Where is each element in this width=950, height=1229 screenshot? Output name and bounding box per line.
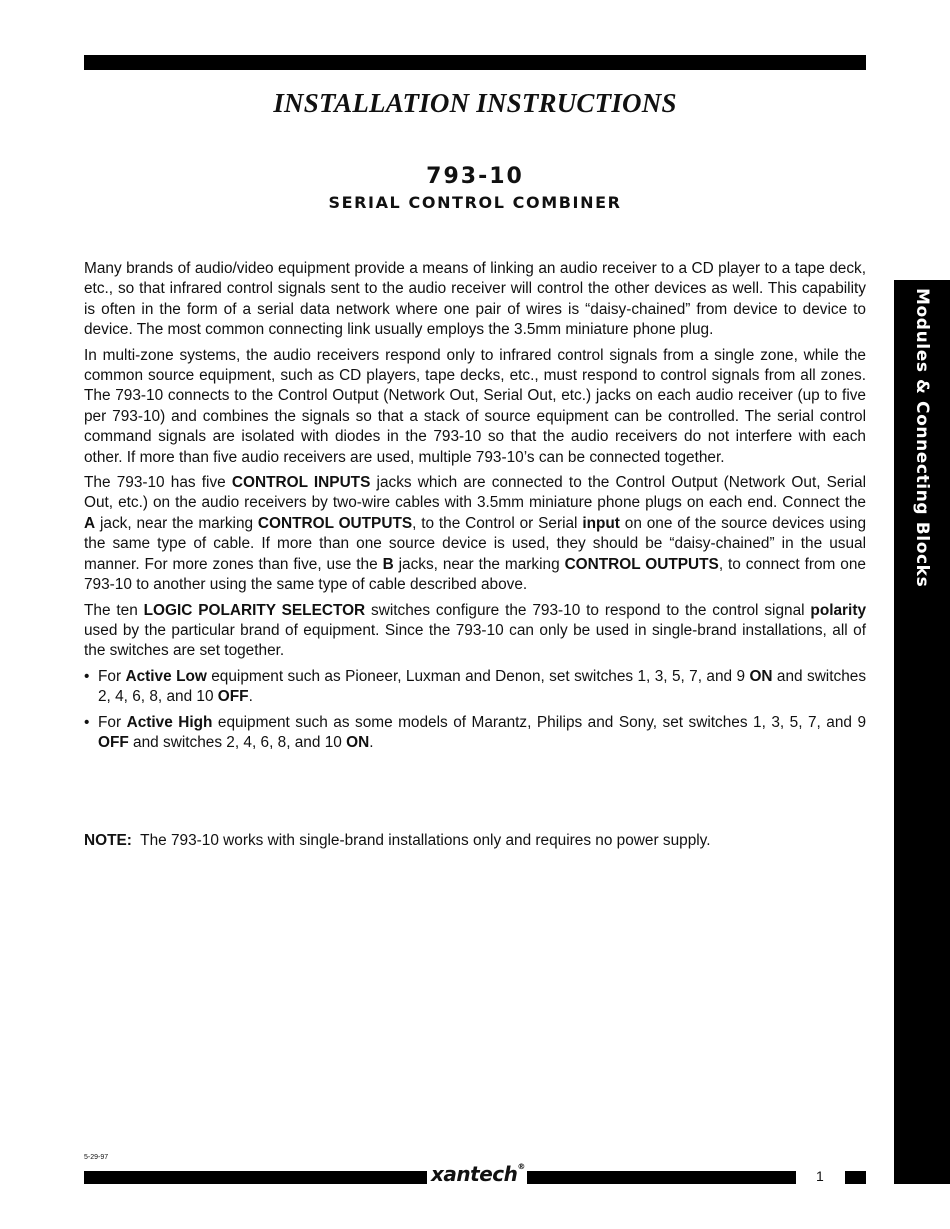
revision-date: 5-29-97 <box>84 1154 109 1161</box>
paragraph-polarity: The ten LOGIC POLARITY SELECTOR switches configure the 793-10 to respond to the control signal polarity used by the particular brand of equipment. Since the 793-10 can only be used in single-brand installations, all of the switches are set together. <box>84 601 867 660</box>
page-number: 1 <box>816 1168 824 1184</box>
note <box>84 831 866 851</box>
side-tab <box>894 280 950 1184</box>
top-rule <box>84 55 866 70</box>
side-tab-label: Modules & Connecting Blocks <box>912 288 932 588</box>
xantech-logo: xantech® <box>431 1162 525 1186</box>
bullet-icon: • <box>84 667 90 685</box>
model-number: 793-10 <box>426 164 524 189</box>
product-subtitle: SERIAL CONTROL COMBINER <box>328 193 622 212</box>
paragraph-intro: Many brands of audio/video equipment provide a means of linking an audio receiver to a CD player to a tape deck, etc., so that infrared control signals sent to the audio receiver will control the other devices as well. This capability is often in the form of a serial data network where one pair of wires is “daisy-chained” from device to device to device. The most common connecting link usually employs the 3.5mm miniature phone plug. <box>84 260 866 339</box>
bottom-rule-right <box>527 1171 796 1184</box>
bullet-icon: • <box>84 713 90 731</box>
paragraph-control-inputs: The 793-10 has five CONTROL INPUTS jacks which are connected to the Control Output (Network Out, Serial Out, etc.) on the audio receivers by two-wire cables with 3.5mm miniature phone plugs on each end. Connect the A jack, near the marking CONTROL OUTPUTS, to the Control or Serial input on one of the source devices using the same type of cable. If more than one source device is used, they should be “daisy-chained” in the usual manner. For more zones than five, use the B jacks, near the marking CONTROL OUTPUTS, to connect from one 793-10 to another using the same type of cable described above. <box>84 474 867 594</box>
bottom-rule-left <box>84 1171 427 1184</box>
paragraph-multizone: In multi-zone systems, the audio receivers respond only to infrared control signals from a single zone, while the common source equipment, such as CD players, tape decks, etc., must respond to control signals from all zones. The 793-10 connects to the Control Output (Network Out, Serial Out, etc.) jacks on each audio receiver (up to five per 793-10) and combines the signals so that a stack of source equipment can be controlled. The serial control command signals are isolated with diodes in the 793-10 so that the audio receivers do not interfere with each other. If more than five audio receivers are used, multiple 793-10’s can be connected together. <box>84 346 866 466</box>
page-marker-block <box>845 1171 866 1184</box>
body-text <box>84 259 866 758</box>
list-item-active-low: • For Active Low equipment such as Pioneer, Luxman and Denon, set switches 1, 3, 5, 7, and 9 ON and switches 2, 4, 6, 8, and 10 OFF. <box>84 667 867 706</box>
document-title: INSTALLATION INSTRUCTIONS <box>273 88 677 118</box>
note-label: NOTE: <box>84 832 132 849</box>
list-item-active-high: • For Active High equipment such as some models of Marantz, Philips and Sony, set switches 1, 3, 5, 7, and 9 OFF and switches 2, 4, 6, 8, and 10 ON. <box>84 713 866 751</box>
switch-settings-list <box>84 667 866 754</box>
note-text: The 793-10 works with single-brand installations only and requires no power supply. <box>131 832 711 849</box>
